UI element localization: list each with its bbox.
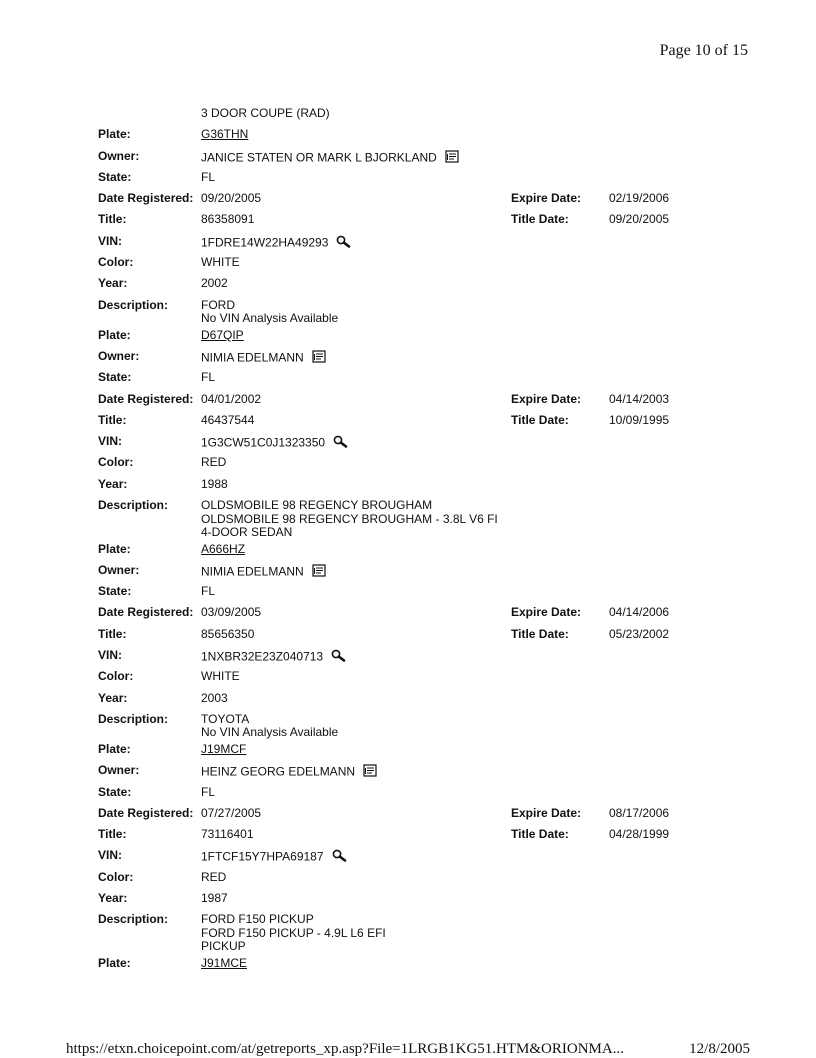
date-registered-label: Date Registered: [98, 391, 194, 406]
record-row-color [98, 868, 738, 889]
footer-date: 12/8/2005 [689, 1041, 750, 1057]
vin-value: 1NXBR32E23Z040713 [201, 649, 324, 664]
year-value: 1988 [201, 476, 228, 491]
plate-link[interactable]: J19MCF [201, 741, 247, 756]
title-value: 73116401 [201, 827, 254, 842]
vehicle-record [98, 540, 738, 740]
description-line: FORD [201, 297, 235, 312]
year-label: Year: [98, 690, 128, 705]
plate-link[interactable]: J91MCE [201, 955, 248, 970]
color-label: Color: [98, 455, 134, 470]
description-line: TOYOTA [201, 711, 250, 726]
record-row-plate [98, 954, 738, 975]
description-line: OLDSMOBILE 98 REGENCY BROUGHAM [201, 498, 433, 513]
expire-date-label: Expire Date: [511, 191, 582, 206]
description-line: FORD F150 PICKUP [201, 912, 314, 927]
title-value: 46437544 [201, 412, 255, 427]
description-value: 3 DOOR COUPE (RAD) [201, 106, 330, 120]
record-row-vin [98, 846, 738, 867]
expire-date-value: 02/19/2006 [609, 191, 670, 206]
title-date-value: 10/09/1995 [609, 412, 670, 427]
report-icon[interactable] [312, 564, 326, 581]
leading-description-row [98, 104, 738, 125]
description-label: Description: [98, 498, 169, 513]
record-row-owner [98, 761, 738, 782]
vin-label: VIN: [98, 233, 122, 248]
record-row-color [98, 667, 738, 688]
record-row-plate [98, 326, 738, 347]
search-icon[interactable] [332, 849, 347, 866]
year-value: 1987 [201, 891, 228, 905]
vin-value: 1G3CW51C0J1323350 [201, 435, 326, 450]
plate-label: Plate: [98, 741, 131, 756]
title-date-label: Title Date: [511, 212, 569, 227]
record-row-registered [98, 603, 738, 624]
record-row-title [98, 825, 738, 846]
page-footer [66, 1041, 750, 1058]
record-row-state [98, 168, 738, 189]
plate-label: Plate: [98, 541, 131, 556]
expire-date-value: 04/14/2006 [609, 605, 670, 620]
expire-date-label: Expire Date: [511, 805, 582, 820]
title-label: Title: [98, 827, 127, 842]
state-label: State: [98, 169, 132, 184]
state-value: FL [201, 784, 216, 799]
record-row-year [98, 475, 738, 496]
search-icon[interactable] [336, 235, 351, 252]
color-label: Color: [98, 669, 134, 684]
record-row-registered [98, 804, 738, 825]
plate-link[interactable]: G36THN [201, 127, 249, 142]
color-value: WHITE [201, 669, 240, 684]
plate-link[interactable]: A666HZ [201, 541, 246, 556]
record-row-owner [98, 561, 738, 582]
record-row-year [98, 889, 738, 910]
record-row-registered [98, 189, 738, 210]
record-row-state [98, 368, 738, 389]
title-value: 85656350 [201, 626, 255, 641]
year-label: Year: [98, 476, 128, 491]
date-registered-value: 07/27/2005 [201, 805, 262, 820]
state-label: State: [98, 584, 132, 599]
footer-url: https://etxn.choicepoint.com/at/getreports_xp.asp?File=1LRGB1KG51.HTM&ORIONMA... [66, 1041, 624, 1057]
title-date-label: Title Date: [511, 412, 569, 427]
record-row-registered [98, 390, 738, 411]
owner-value: JANICE STATEN OR MARK L BJORKLAND [201, 150, 437, 165]
date-registered-label: Date Registered: [98, 191, 194, 206]
state-label: State: [98, 370, 132, 385]
record-row-title [98, 411, 738, 432]
vin-label: VIN: [98, 648, 122, 663]
record-row-description [98, 710, 738, 740]
owner-label: Owner: [98, 562, 140, 577]
title-value: 86358091 [201, 212, 255, 227]
vehicle-record [98, 125, 738, 325]
vin-label: VIN: [98, 434, 122, 449]
year-value: 2002 [201, 276, 228, 291]
owner-value: NIMIA EDELMANN [201, 350, 304, 365]
color-value: RED [201, 869, 227, 884]
state-value: FL [201, 584, 216, 599]
title-date-label: Title Date: [511, 827, 569, 842]
year-label: Year: [98, 276, 128, 291]
record-row-description [98, 910, 738, 954]
color-value: WHITE [201, 255, 240, 270]
title-date-label: Title Date: [511, 626, 569, 641]
records-list [98, 125, 738, 954]
record-row-plate [98, 125, 738, 146]
expire-date-label: Expire Date: [511, 605, 582, 620]
description-line: No VIN Analysis Available [201, 725, 339, 740]
description-label: Description: [98, 711, 169, 726]
vin-value: 1FTCF15Y7HPA69187 [201, 849, 324, 864]
title-date-value: 09/20/2005 [609, 212, 670, 227]
record-row-state [98, 783, 738, 804]
date-registered-label: Date Registered: [98, 805, 194, 820]
title-date-value: 04/28/1999 [609, 827, 670, 842]
title-date-value: 05/23/2002 [609, 626, 670, 641]
search-icon[interactable] [331, 649, 346, 666]
title-label: Title: [98, 412, 127, 427]
plate-label: Plate: [98, 327, 131, 342]
plate-link[interactable]: D67QIP [201, 327, 244, 342]
plate-label: Plate: [98, 955, 131, 970]
record-row-vin [98, 646, 738, 667]
record-row-vin [98, 432, 738, 453]
description-line: OLDSMOBILE 98 REGENCY BROUGHAM - 3.8L V6 FI [201, 511, 498, 526]
state-label: State: [98, 784, 132, 799]
record-row-vin [98, 232, 738, 253]
date-registered-value: 04/01/2002 [201, 391, 262, 406]
title-label: Title: [98, 212, 127, 227]
expire-date-value: 04/14/2003 [609, 391, 670, 406]
description-line: 4-DOOR SEDAN [201, 525, 293, 540]
date-registered-value: 03/09/2005 [201, 605, 262, 620]
description-line: No VIN Analysis Available [201, 311, 339, 326]
title-label: Title: [98, 626, 127, 641]
state-value: FL [201, 370, 216, 385]
expire-date-label: Expire Date: [511, 391, 582, 406]
year-value: 2003 [201, 690, 228, 705]
vin-label: VIN: [98, 848, 122, 863]
record-row-description [98, 496, 738, 540]
date-registered-value: 09/20/2005 [201, 191, 262, 206]
record-row-owner [98, 347, 738, 368]
record-row-plate [98, 740, 738, 761]
report-icon[interactable] [312, 350, 326, 367]
state-value: FL [201, 169, 216, 184]
vehicle-records [98, 104, 738, 975]
color-label: Color: [98, 255, 134, 270]
color-label: Color: [98, 869, 134, 884]
page-number: Page 10 of 15 [659, 42, 748, 59]
plate-label: Plate: [98, 127, 131, 142]
report-icon[interactable] [445, 150, 459, 167]
owner-label: Owner: [98, 763, 140, 778]
record-row-color [98, 453, 738, 474]
record-row-state [98, 582, 738, 603]
date-registered-label: Date Registered: [98, 605, 194, 620]
record-row-year [98, 274, 738, 295]
record-row-plate [98, 540, 738, 561]
owner-label: Owner: [98, 348, 140, 363]
owner-value: HEINZ GEORG EDELMANN [201, 764, 356, 779]
record-row-year [98, 689, 738, 710]
report-icon[interactable] [363, 764, 377, 781]
owner-value: NIMIA EDELMANN [201, 564, 304, 579]
vehicle-record [98, 326, 738, 540]
description-line: FORD F150 PICKUP - 4.9L L6 EFI [201, 925, 386, 940]
record-row-title [98, 210, 738, 231]
record-row-owner [98, 147, 738, 168]
year-label: Year: [98, 891, 128, 905]
record-row-description [98, 296, 738, 326]
color-value: RED [201, 455, 227, 470]
description-label: Description: [98, 912, 169, 927]
description-line: PICKUP [201, 939, 246, 954]
search-icon[interactable] [333, 435, 348, 452]
record-row-title [98, 625, 738, 646]
description-label: Description: [98, 297, 169, 312]
record-row-color [98, 253, 738, 274]
vehicle-record [98, 740, 738, 954]
expire-date-value: 08/17/2006 [609, 805, 670, 820]
vin-value: 1FDRE14W22HA49293 [201, 235, 329, 250]
owner-label: Owner: [98, 148, 140, 163]
